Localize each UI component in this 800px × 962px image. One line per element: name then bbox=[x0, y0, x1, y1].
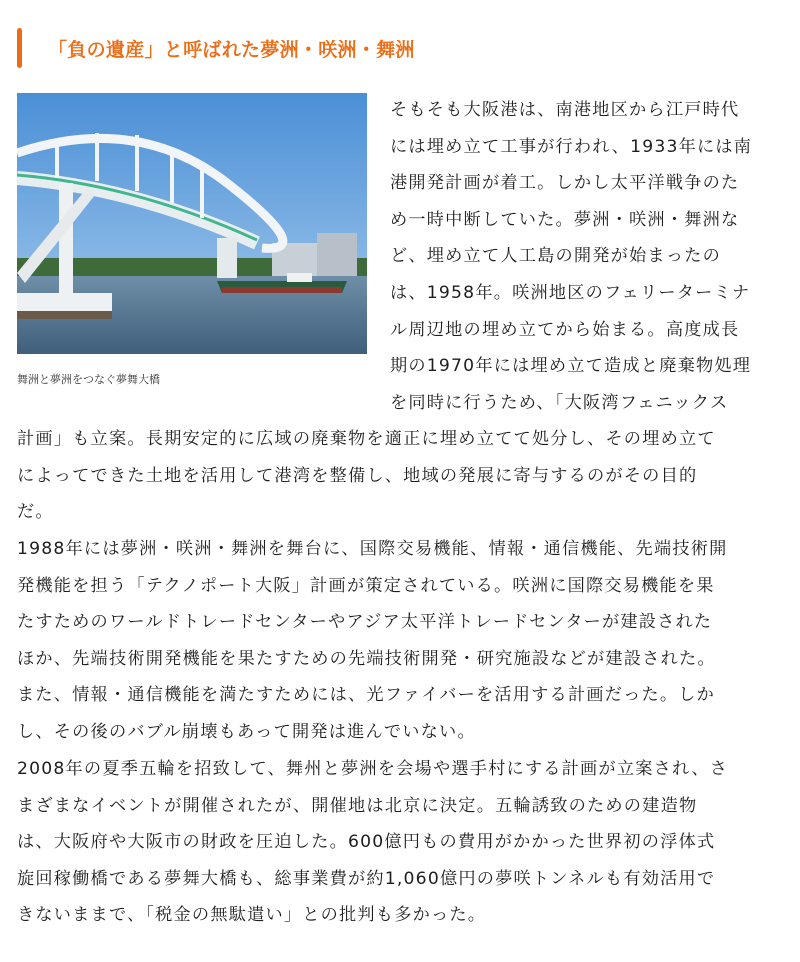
text-line: 期の1970年には埋め立て造成と廃棄物処理 bbox=[390, 356, 752, 377]
text-line: ほか、先端技術開発機能を果たすための先端技術開発・研究施設などが建設された。 bbox=[17, 648, 716, 669]
text-line: し、その後のバブル崩壊もあって開発は進んでいない。 bbox=[17, 721, 476, 742]
text-line: そもそも大阪港は、南港地区から江戸時代 bbox=[390, 100, 740, 120]
text-line: きないままで、「税金の無駄遣い」との批判も多かった。 bbox=[17, 905, 487, 926]
text-line: たすためのワールドトレードセンターやアジア太平洋トレードセンターが建設された bbox=[17, 612, 713, 633]
text-line: ど、埋め立て人工島の開発が始まったの bbox=[390, 246, 721, 267]
text-line: だ。 bbox=[17, 502, 54, 523]
text-line: 計画」も立案。長期安定的に広域の廃棄物を適正に埋め立てて処分し、その埋め立て bbox=[17, 429, 716, 449]
photo-caption: 舞洲と夢洲をつなぐ夢舞大橋 bbox=[17, 373, 160, 386]
paragraph-1-wrapped bbox=[390, 92, 752, 421]
bridge-photo bbox=[17, 93, 367, 354]
text-line: 港開発計画が着工。しかし太平洋戦争のた bbox=[390, 173, 740, 194]
text-line: また、情報・通信機能を満たすためには、光ファイバーを活用する計画だった。しか bbox=[17, 685, 716, 706]
text-line: まざまなイベントが開催されたが、開催地は北京に決定。五輪誘致のための建造物 bbox=[17, 795, 698, 816]
text-line: によってできた土地を活用して港湾を整備し、地域の発展に寄与するのがその目的 bbox=[17, 465, 698, 486]
text-line: 1988年には夢洲・咲洲・舞洲を舞台に、国際交易機能、情報・通信機能、先端技術開 bbox=[17, 539, 728, 559]
paragraph-1-continued bbox=[17, 421, 716, 531]
text-line: ル周辺地の埋め立てから始まる。高度成長 bbox=[390, 319, 740, 340]
text-line: 旋回稼働橋である夢舞大橋も、総事業費が約1,060億円の夢咲トンネルも有効活用で bbox=[17, 868, 716, 889]
text-line: 発機能を担う「テクノポート大阪」計画が策定されている。咲洲に国際交易機能を果 bbox=[17, 575, 715, 596]
text-line: は、1958年。咲洲地区のフェリーターミナ bbox=[390, 282, 751, 303]
text-line: め一時中断していた。夢洲・咲洲・舞洲な bbox=[390, 209, 740, 230]
paragraph-3 bbox=[17, 751, 728, 934]
heading-accent-bar bbox=[17, 28, 22, 68]
text-line: は、大阪府や大阪市の財政を圧迫した。600億円もの費用がかかった世界初の浮体式 bbox=[17, 832, 716, 853]
text-line: には埋め立て工事が行われ、1933年には南 bbox=[390, 136, 753, 157]
text-line: 2008年の夏季五輪を招致して、舞州と夢洲を会場や選手村にする計画が立案され、さ bbox=[17, 759, 729, 779]
text-line: を同時に行うため、「大阪湾フェニックス bbox=[390, 392, 729, 413]
section-heading bbox=[17, 28, 415, 68]
paragraph-2 bbox=[17, 531, 728, 751]
figure bbox=[17, 93, 367, 387]
heading-title: 「負の遺産」と呼ばれた夢洲・咲洲・舞洲 bbox=[48, 38, 415, 61]
